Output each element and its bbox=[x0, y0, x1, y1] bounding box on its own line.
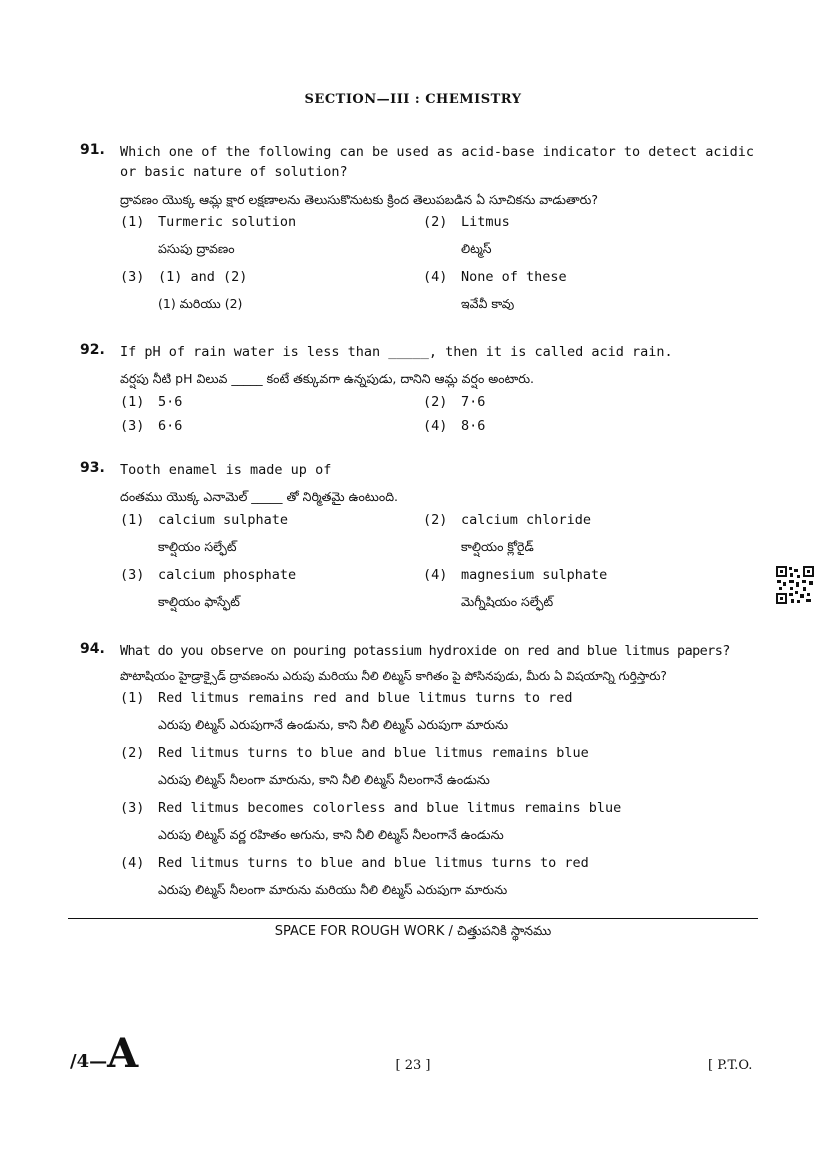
option-text: Litmus bbox=[461, 214, 510, 230]
option-number: (2) bbox=[423, 394, 448, 410]
booklet-code-letter: A bbox=[107, 1030, 139, 1077]
option-text-telugu: ఎరుపు లిట్మస్ వర్ణ రహితం అగును, కాని నీలి లిట్మస్ నీలంగానే ఉండును bbox=[158, 827, 504, 842]
option-number: (2) bbox=[120, 745, 145, 761]
option-text: None of these bbox=[461, 269, 567, 285]
option-text: 6·6 bbox=[158, 418, 183, 434]
rough-work-divider bbox=[68, 918, 758, 919]
page-number: [ 23 ] bbox=[395, 1058, 431, 1073]
option-number: (3) bbox=[120, 567, 145, 583]
option-1[interactable] bbox=[120, 690, 760, 745]
option-text: 8·6 bbox=[461, 418, 486, 434]
option-text: Red litmus turns to blue and blue litmus turns to red bbox=[158, 855, 589, 871]
option-text-telugu: ఎరుపు లిట్మస్ నీలంగా మారును మరియు నీలి లిట్మస్ ఎరుపుగా మారును bbox=[158, 882, 508, 897]
option-text-telugu: ఎరుపు లిట్మస్ ఎరుపుగానే ఉండును, కాని నీలి లిట్మస్ ఎరుపుగా మారును bbox=[158, 717, 509, 732]
option-text: 7·6 bbox=[461, 394, 486, 410]
question-text-telugu: ద్రావణం యొక్క ఆమ్ల క్షార లక్షణాలను తెలుసుకొనుటకు క్రింద తెలుపబడిన ఏ సూచికను వాడుతారు? bbox=[120, 192, 598, 207]
option-text: 5·6 bbox=[158, 394, 183, 410]
question-92 bbox=[80, 342, 760, 444]
question-number: 93. bbox=[80, 460, 105, 476]
option-number: (3) bbox=[120, 269, 145, 285]
question-number: 91. bbox=[80, 142, 105, 158]
rough-work-label: SPACE FOR ROUGH WORK / చిత్తుపనికి స్థానము bbox=[274, 924, 552, 939]
option-text-telugu: కాల్షియం క్లోరైడ్ bbox=[461, 539, 534, 554]
option-number: (4) bbox=[120, 855, 145, 871]
option-text-telugu: పసుపు ద్రావణం bbox=[158, 241, 235, 256]
option-number: (3) bbox=[120, 800, 145, 816]
option-text: Red litmus remains red and blue litmus turns to red bbox=[158, 690, 573, 706]
option-text-telugu: (1) మరియు (2) bbox=[158, 296, 243, 311]
option-text: magnesium sulphate bbox=[461, 567, 608, 583]
option-text: Red litmus becomes colorless and blue litmus remains blue bbox=[158, 800, 622, 816]
option-number: (1) bbox=[120, 394, 145, 410]
option-text-telugu: కాల్షియం సల్ఫేట్ bbox=[158, 539, 237, 554]
question-text-telugu: దంతము యొక్క ఎనామెల్ _____ తో నిర్మితమై ఉంటుంది. bbox=[120, 489, 398, 504]
option-text: Turmeric solution bbox=[158, 214, 297, 230]
option-4[interactable] bbox=[120, 855, 760, 910]
option-text: Red litmus turns to blue and blue litmus remains blue bbox=[158, 745, 589, 761]
option-text: (1) and (2) bbox=[158, 269, 248, 285]
option-2[interactable] bbox=[120, 745, 760, 800]
option-text-telugu: లిట్మస్ bbox=[461, 241, 492, 256]
option-text: calcium chloride bbox=[461, 512, 592, 528]
question-text: If pH of rain water is less than _____, then it is called acid rain. bbox=[120, 344, 673, 360]
question-text-telugu: వర్షపు నీటి pH విలువ _____ కంటే తక్కువగా ఉన్నపుడు, దానిని ఆమ్ల వర్షం అంటారు. bbox=[120, 371, 534, 386]
option-number: (4) bbox=[423, 269, 448, 285]
option-text: calcium sulphate bbox=[158, 512, 289, 528]
option-3[interactable] bbox=[120, 800, 760, 855]
option-number: (1) bbox=[120, 512, 145, 528]
option-text: calcium phosphate bbox=[158, 567, 297, 583]
option-number: (4) bbox=[423, 418, 448, 434]
question-text: What do you observe on pouring potassium hydroxide on red and blue litmus papers? bbox=[120, 643, 730, 659]
question-94 bbox=[80, 641, 760, 910]
option-number: (1) bbox=[120, 690, 145, 706]
option-text-telugu: ఎరుపు లిట్మస్ నీలంగా మారును, కాని నీలి లిట్మస్ నీలంగానే ఉండును bbox=[158, 772, 490, 787]
option-text-telugu: ఇవేవీ కావు bbox=[461, 296, 515, 311]
section-title: SECTION—III : CHEMISTRY bbox=[304, 92, 522, 107]
option-number: (2) bbox=[423, 214, 448, 230]
pto-label: [ P.T.O. bbox=[708, 1058, 753, 1073]
option-number: (4) bbox=[423, 567, 448, 583]
option-number: (3) bbox=[120, 418, 145, 434]
booklet-code-prefix: /4— bbox=[70, 1051, 108, 1072]
option-number: (2) bbox=[423, 512, 448, 528]
question-93 bbox=[80, 460, 760, 622]
question-91 bbox=[80, 142, 760, 324]
option-text-telugu: మెగ్నీషియం సల్ఫేట్ bbox=[461, 594, 554, 609]
question-text-telugu: పొటాషియం హైడ్రాక్సైడ్ ద్రావణంను ఎరుపు మరియు నీలి లిట్మస్ కాగితం పై పోసినపుడు, మీరు ఏ విషయాన్ని గుర్తిస్తారు? bbox=[120, 669, 667, 683]
question-text: Tooth enamel is made up of bbox=[120, 462, 332, 478]
question-text: Which one of the following can be used as acid-base indicator to detect acidic or basic nature of solution? bbox=[120, 144, 754, 180]
question-number: 92. bbox=[80, 342, 105, 358]
question-number: 94. bbox=[80, 641, 105, 657]
option-text-telugu: కాల్షియం ఫాస్ఫేట్ bbox=[158, 594, 240, 609]
qr-code-icon bbox=[775, 565, 815, 605]
option-number: (1) bbox=[120, 214, 145, 230]
